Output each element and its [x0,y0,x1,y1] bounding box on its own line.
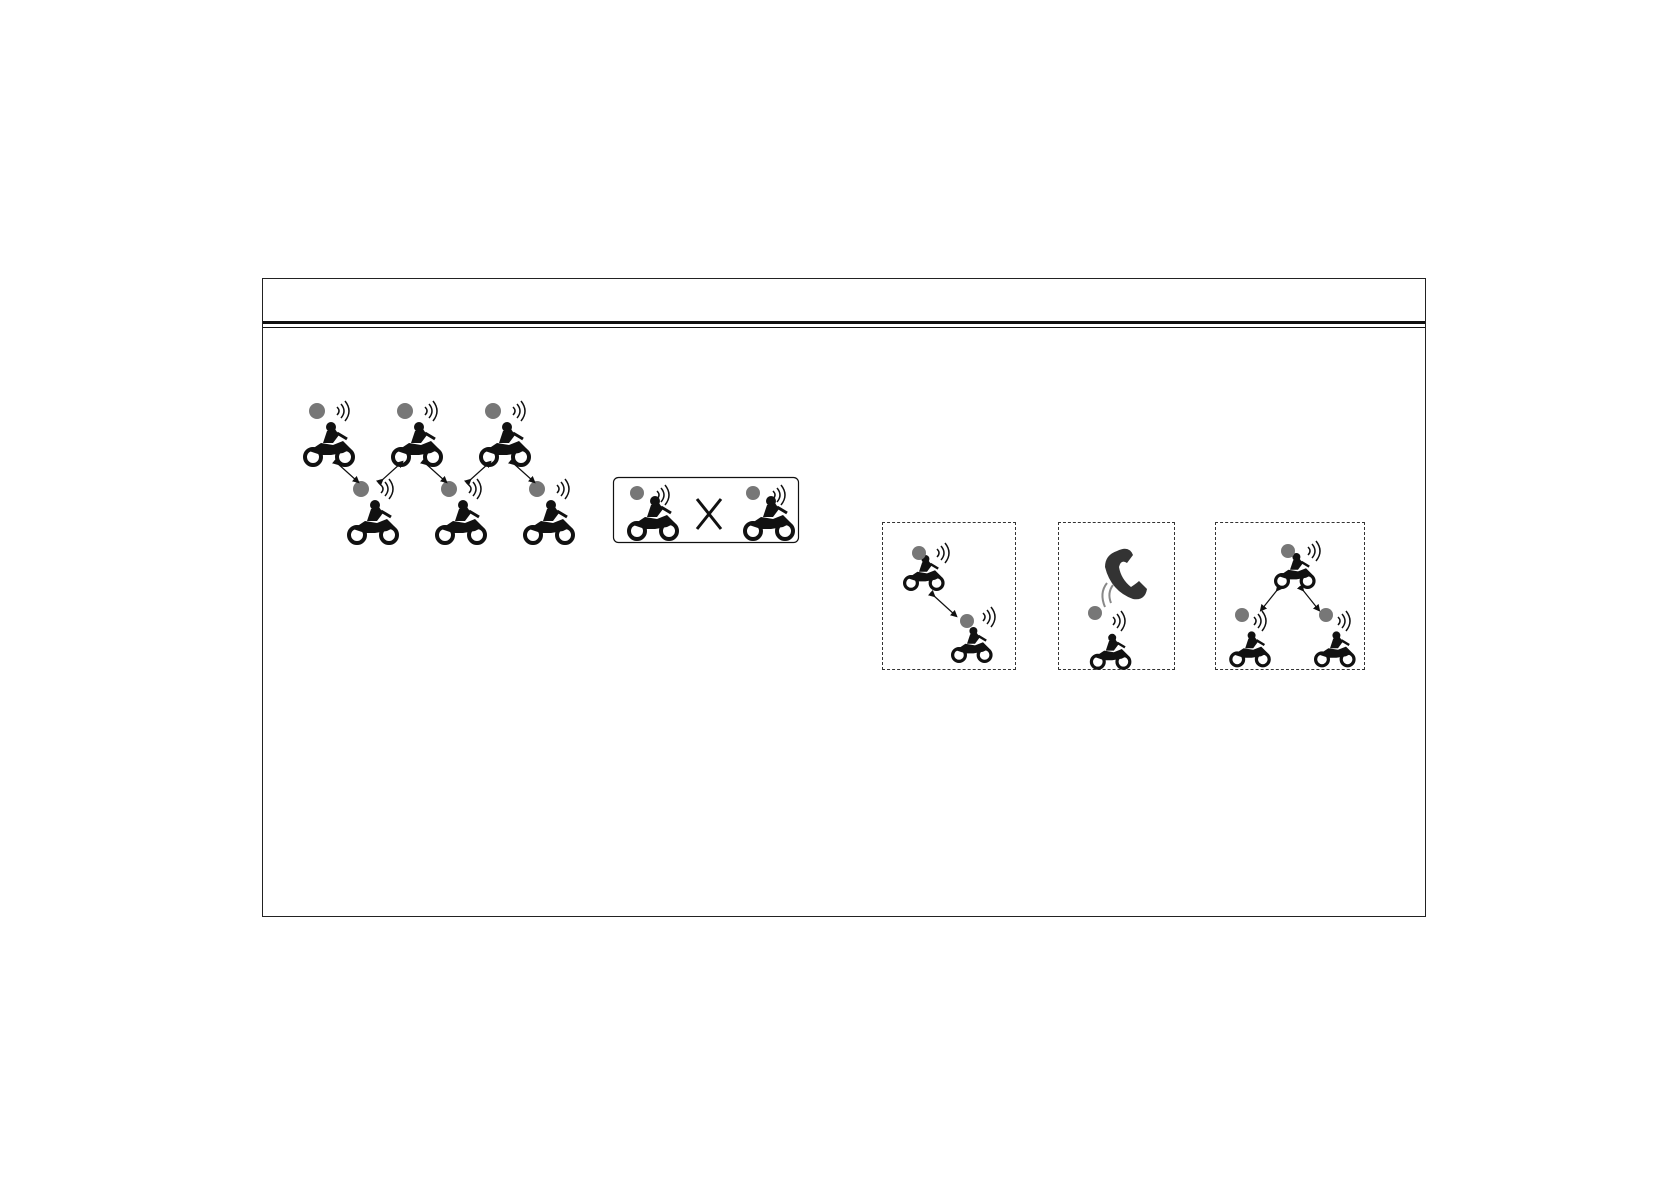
pairing-chain-figure [303,399,593,549]
group-2-box [1058,522,1175,670]
manual-page [262,278,1426,917]
group-3-figure [1226,541,1366,667]
header-rule-thick [263,321,1425,324]
group-3-box [1215,522,1365,670]
group-1-figure [903,543,1013,663]
group-1-box [882,522,1016,670]
no-connection-figure [613,477,799,543]
phone-icon [1102,549,1147,607]
cross-icon [697,499,721,529]
header-rule-thin [263,327,1425,328]
group-2-figure [1077,545,1167,665]
